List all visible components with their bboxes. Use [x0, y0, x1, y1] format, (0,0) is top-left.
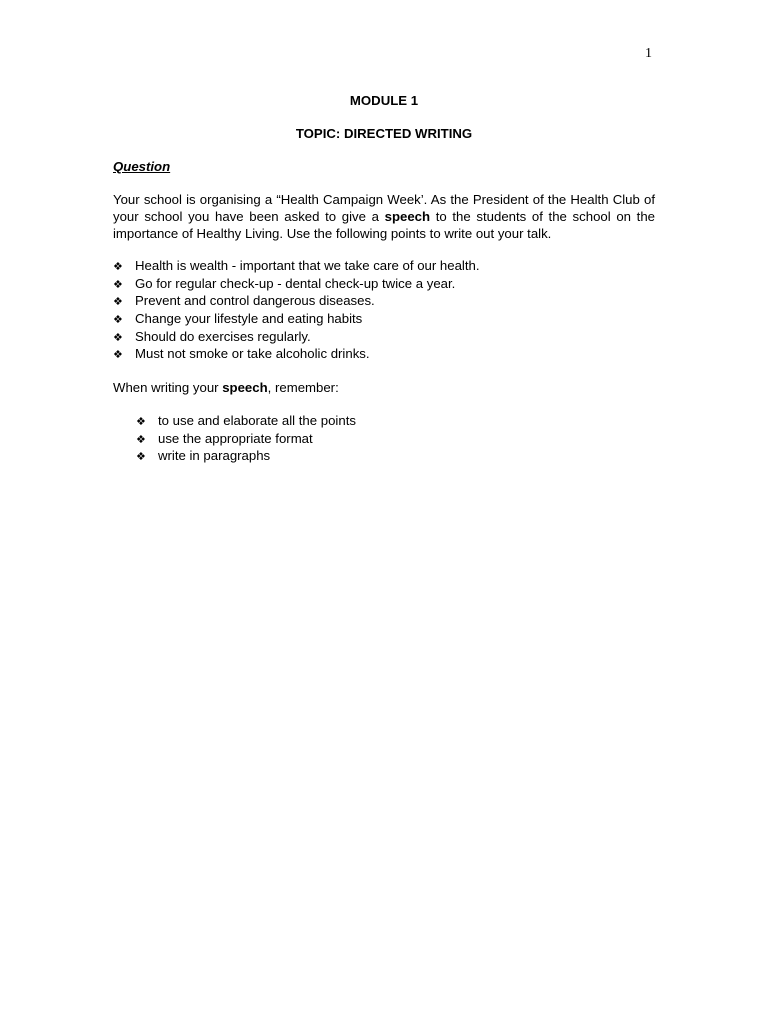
diamond-bullet-icon: ❖ — [113, 260, 123, 273]
reminder-text: use the appropriate format — [158, 430, 313, 446]
list-item — [113, 257, 655, 275]
point-text: Health is wealth - important that we take care of our health. — [135, 258, 480, 273]
list-item — [136, 447, 636, 465]
intro-text-part2: to the students of the school on the importance of Healthy Living. Use the following points to write out your talk. — [113, 209, 655, 241]
point-text: Change your lifestyle and eating habits — [135, 311, 363, 327]
point-text: Go for regular check-up - dental check-up twice a year. — [135, 275, 456, 291]
point-text: Should do exercises regularly. — [135, 328, 311, 344]
reminder-text: to use and elaborate all the points — [158, 413, 356, 428]
points-list — [113, 257, 655, 363]
reminders-list — [136, 412, 636, 465]
point-text: Must not smoke or take alcoholic drinks. — [135, 346, 370, 362]
question-heading: Question — [113, 159, 171, 174]
reminder-bold-word: speech — [222, 380, 268, 395]
topic-title: TOPIC: DIRECTED WRITING — [295, 126, 473, 141]
list-item — [113, 345, 655, 363]
diamond-bullet-icon: ❖ — [113, 313, 123, 327]
reminder-text-before: When writing your — [113, 380, 223, 395]
reminder-text: write in paragraphs — [158, 448, 271, 464]
list-item — [113, 275, 655, 293]
diamond-bullet-icon: ❖ — [113, 348, 123, 362]
diamond-bullet-icon: ❖ — [113, 330, 123, 344]
reminder-intro — [113, 380, 339, 395]
intro-bold-word: speech — [384, 209, 431, 224]
diamond-bullet-icon: ❖ — [136, 415, 146, 428]
list-item — [113, 328, 655, 346]
list-item — [113, 310, 655, 328]
question-paragraph — [113, 191, 655, 242]
page-number: 1 — [645, 46, 652, 61]
list-item — [113, 292, 655, 310]
intro-text-part1: Your school is organising a “Health Campaign Week’. As the President of the Health Club of your school you have been asked to give a — [113, 192, 655, 224]
diamond-bullet-icon: ❖ — [113, 277, 123, 291]
module-title: MODULE 1 — [349, 93, 419, 108]
diamond-bullet-icon: ❖ — [136, 432, 146, 446]
point-text: Prevent and control dangerous diseases. — [135, 293, 375, 309]
list-item — [136, 412, 636, 430]
list-item — [136, 430, 636, 448]
diamond-bullet-icon: ❖ — [136, 450, 146, 464]
diamond-bullet-icon: ❖ — [113, 295, 123, 309]
reminder-text-after: , remember: — [267, 380, 339, 395]
